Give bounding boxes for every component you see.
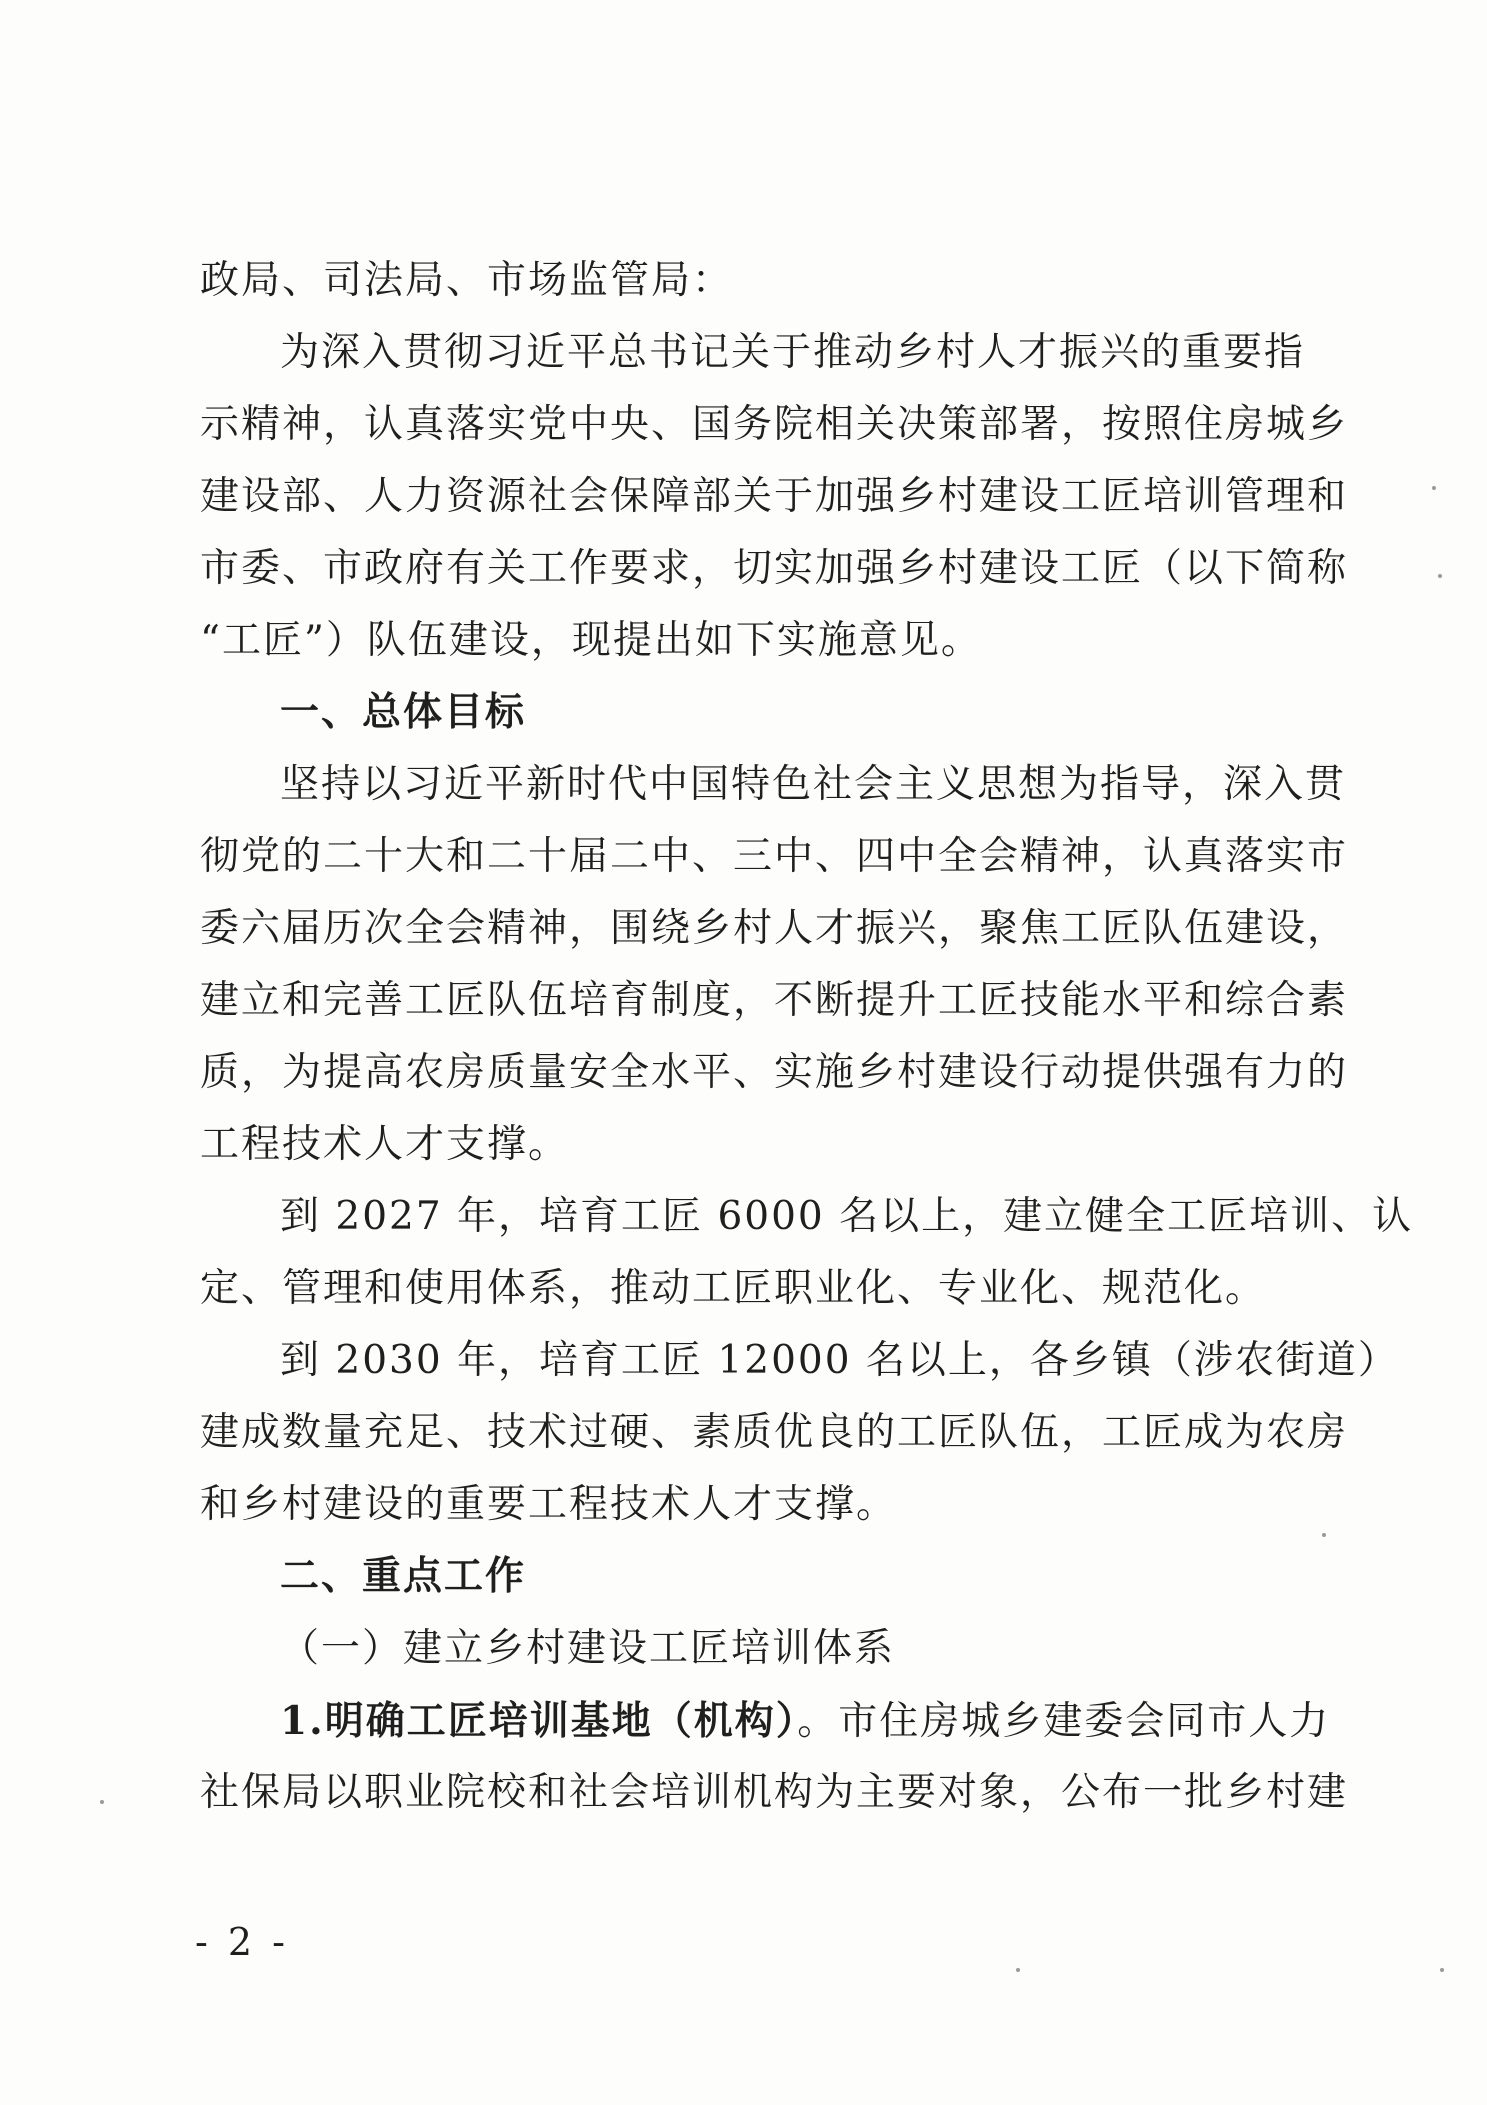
paragraph-line: 定、管理和使用体系，推动工匠职业化、专业化、规范化。 bbox=[200, 1266, 1267, 1311]
scan-speck bbox=[1432, 486, 1436, 490]
scan-speck bbox=[1016, 1968, 1020, 1972]
paragraph-line bbox=[200, 1685, 1331, 1757]
document-body bbox=[200, 245, 1414, 1829]
paragraph-line: 社保局以职业院校和社会培训机构为主要对象，公布一批乡村建 bbox=[200, 1770, 1349, 1815]
scan-speck bbox=[1440, 1968, 1444, 1972]
paragraph-line: 和乡村建设的重要工程技术人才支撑。 bbox=[200, 1482, 898, 1527]
page-number: - 2 - bbox=[195, 1920, 290, 1964]
salutation-line: 政局、司法局、市场监管局： bbox=[200, 258, 734, 303]
paragraph-line: 质，为提高农房质量安全水平、实施乡村建设行动提供强有力的 bbox=[200, 1050, 1349, 1095]
subsection-heading: （一）建立乡村建设工匠培训体系 bbox=[280, 1626, 896, 1671]
paragraph-line: 工程技术人才支撑。 bbox=[200, 1122, 570, 1167]
section-heading: 二、重点工作 bbox=[280, 1554, 527, 1599]
paragraph-line: 彻党的二十大和二十届二中、三中、四中全会精神，认真落实市 bbox=[200, 834, 1349, 879]
paragraph-line: “工匠”）队伍建设，现提出如下实施意见。 bbox=[200, 618, 982, 663]
paragraph-line: 市委、市政府有关工作要求，切实加强乡村建设工匠（以下简称 bbox=[200, 546, 1349, 591]
paragraph-line: 建设部、人力资源社会保障部关于加强乡村建设工匠培训管理和 bbox=[200, 474, 1349, 519]
paragraph-line: 示精神，认真落实党中央、国务院相关决策部署，按照住房城乡 bbox=[200, 402, 1349, 447]
item-title: 1.明确工匠培训基地（机构） bbox=[280, 1698, 798, 1744]
scan-speck bbox=[1438, 574, 1442, 578]
scan-speck bbox=[1322, 1533, 1326, 1537]
section-heading: 一、总体目标 bbox=[280, 690, 527, 735]
scan-speck bbox=[100, 1800, 104, 1804]
paragraph-line: 建成数量充足、技术过硬、素质优良的工匠队伍，工匠成为农房 bbox=[200, 1410, 1349, 1455]
paragraph-line: 委六届历次全会精神，围绕乡村人才振兴，聚焦工匠队伍建设， bbox=[200, 906, 1349, 951]
paragraph-line: 到 2030 年，培育工匠 12000 名以上，各乡镇（涉农街道） bbox=[280, 1338, 1399, 1383]
paragraph-line: 为深入贯彻习近平总书记关于推动乡村人才振兴的重要指 bbox=[280, 330, 1306, 375]
paragraph-line: 到 2027 年，培育工匠 6000 名以上，建立健全工匠培训、认 bbox=[280, 1194, 1414, 1239]
paragraph-line: 坚持以习近平新时代中国特色社会主义思想为指导，深入贯 bbox=[280, 762, 1347, 807]
paragraph-line: 建立和完善工匠队伍培育制度，不断提升工匠技能水平和综合素 bbox=[200, 978, 1349, 1023]
item-text: 。市住房城乡建委会同市人力 bbox=[797, 1699, 1331, 1744]
